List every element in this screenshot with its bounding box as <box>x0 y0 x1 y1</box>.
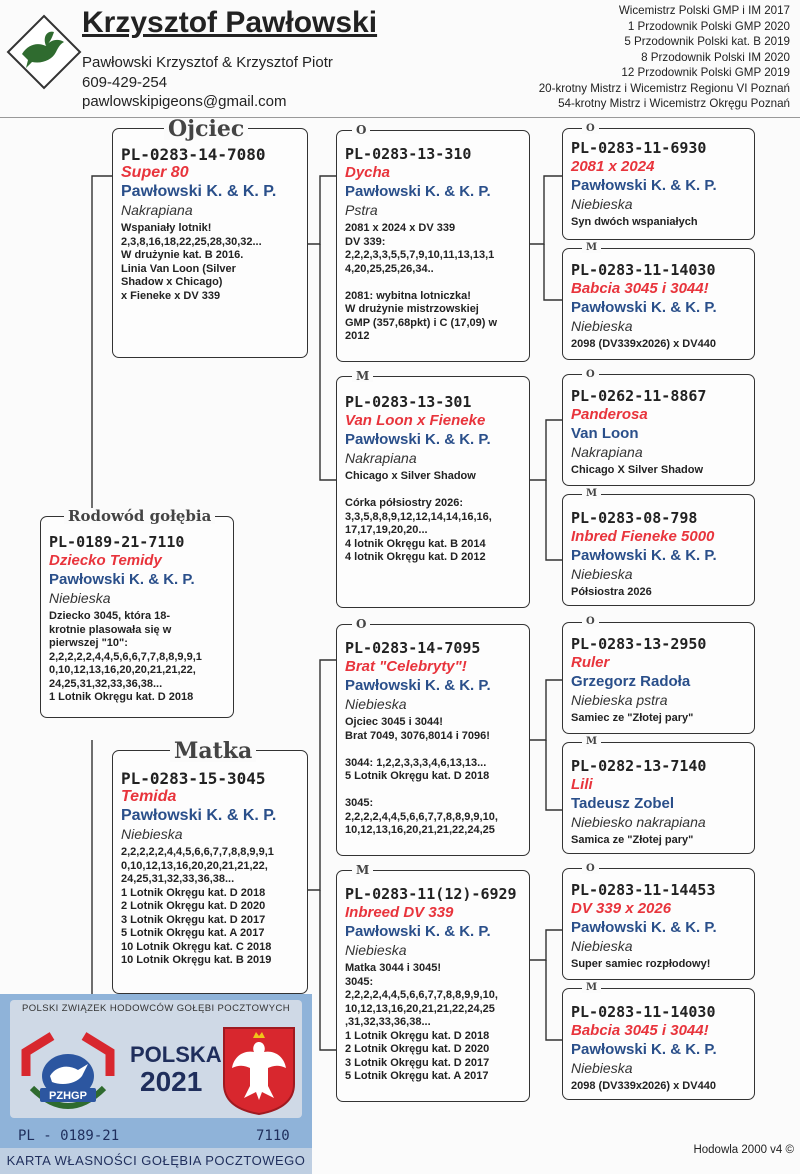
description: Chicago X Silver Shadow <box>571 464 704 476</box>
ring-number: PL-0283-11-6930 <box>571 139 707 157</box>
breeder: Pawłowski K. & K. P. <box>345 677 491 694</box>
card-org: POLSKI ZWIĄZEK HODOWCÓW GOŁĘBI POCZTOWYCH <box>22 1003 290 1014</box>
breeder: Pawłowski K. & K. P. <box>345 183 491 200</box>
m-label: M <box>582 489 601 499</box>
pigeon-color: Nakrapiana <box>571 444 643 460</box>
o-label: O <box>582 617 599 627</box>
description: Półsiostra 2026 <box>571 586 652 598</box>
pigeon-color: Niebieska <box>345 942 407 958</box>
pigeon-color: Nakrapiana <box>121 202 193 218</box>
breeder: Van Loon <box>571 425 639 442</box>
pigeon-color: Niebieska <box>571 566 633 582</box>
pigeon-color: Nakrapiana <box>345 450 417 466</box>
pigeon-color: Niebieska <box>121 826 183 842</box>
great-grandparent-card <box>562 374 755 486</box>
description: 2,2,2,2,2,4,4,5,6,6,7,7,8,8,9,9,1 0,10,12,13,16,20,20,21,21,22, 24,25,31,32,33,36,38... 1 Lotnik Okręgu kat. D 2018 2 Lotnik Okręgu kat. D 2020 3 Lotnik Okręgu kat. D 2017 5 Lotnik Okręgu kat. A 2017 10 Lotnik Okręgu kat. C 2018 10 Lotnik Okręgu kat. B 2019 <box>121 846 274 966</box>
description: Dziecko 3045, która 18- krotnie plasowała się w pierwszej "10": 2,2,2,2,2,4,4,5,6,6,7,7,8,8,9,9,1 0,10,12,13,16,20,20,21,21,22, 24,25,31,32,33,36,38... 1 Lotnik Okręgu kat. D 2018 <box>49 610 202 703</box>
great-grandparent-card <box>562 128 755 240</box>
pigeon-name: Babcia 3045 i 3044! <box>571 280 709 297</box>
pigeon-name: Dycha <box>345 164 391 181</box>
pigeon-color: Niebiesko nakrapiana <box>571 814 706 830</box>
breeder: Pawłowski K. & K. P. <box>571 919 717 936</box>
great-grandparent-card <box>562 742 755 854</box>
pigeon-color: Niebieska <box>49 590 111 606</box>
description: Ojciec 3045 i 3044! Brat 7049, 3076,8014 i 7096! 3044: 1,2,2,3,3,3,4,6,13,13... 5 Lotnik Okręgu kat. D 2018 3045: 2,2,2,2,4,4,5,6,6,7,7,8,8,9,9,10, 10,12,13,16,20,21,21,22,24,25 <box>345 716 498 836</box>
description: Matka 3044 i 3045! 3045: 2,2,2,2,4,4,5,6,6,7,7,8,8,9,9,10, 10,12,13,16,20,21,21,22,24,25 ,31,32,33,36,38... 1 Lotnik Okręgu kat. D 2018 2 Lotnik Okręgu kat. D 2020 3 Lotnik Okręgu kat. D 2017 5 Lotnik Okręgu kat. A 2017 <box>345 962 498 1082</box>
breeder: Pawłowski K. & K. P. <box>345 923 491 940</box>
pigeon-color: Niebieska <box>571 938 633 954</box>
owners-line: Pawłowski Krzysztof & Krzysztof Piotr <box>82 54 333 71</box>
ring-number: PL-0283-11-14453 <box>571 881 716 899</box>
description: 2098 (DV339x2026) x DV440 <box>571 1080 716 1092</box>
ring-number: PL-0283-14-7080 <box>121 145 266 164</box>
card-ring-number: 7110 <box>256 1128 290 1144</box>
polish-eagle-icon <box>220 1024 298 1116</box>
description: 2098 (DV339x2026) x DV440 <box>571 338 716 350</box>
description: Samiec ze "Złotej pary" <box>571 712 694 724</box>
father-label: Ojciec <box>164 118 248 140</box>
pigeon-name: Lili <box>571 776 593 793</box>
pigeon-name: Van Loon x Fieneke <box>345 412 486 429</box>
pigeon-name: Dziecko Temidy <box>49 552 162 569</box>
card-ring-id: PL - 0189-21 <box>18 1128 120 1144</box>
pigeon-color: Niebieska pstra <box>571 692 668 708</box>
great-grandparent-card <box>562 622 755 734</box>
pigeon-color: Niebieska <box>571 1060 633 1076</box>
breeder: Pawłowski K. & K. P. <box>121 807 277 824</box>
breeder: Pawłowski K. & K. P. <box>121 183 277 200</box>
o-label: O <box>582 864 599 874</box>
o-label: O <box>352 124 370 136</box>
breeder: Tadeusz Zobel <box>571 795 675 812</box>
description: Syn dwóch wspaniałych <box>571 216 698 228</box>
great-grandparent-card <box>562 868 755 980</box>
ring-number: PL-0283-08-798 <box>571 509 698 527</box>
o-label: O <box>352 618 370 630</box>
ring-number: PL-0283-14-7095 <box>345 639 481 657</box>
breeder: Pawłowski K. & K. P. <box>571 177 717 194</box>
breeder: Pawłowski K. & K. P. <box>571 1041 717 1058</box>
ring-number: PL-0283-13-301 <box>345 393 472 411</box>
achievement: 54-krotny Mistrz i Wicemistrz Okręgu Poznań <box>558 97 790 110</box>
ring-number: PL-0283-11-14030 <box>571 1003 716 1021</box>
pigeon-name: 2081 x 2024 <box>571 158 655 175</box>
father-card <box>112 128 308 358</box>
subject-card <box>40 516 234 718</box>
maternal-grandfather-card <box>336 624 530 856</box>
ring-number: PL-0283-15-3045 <box>121 769 266 788</box>
card-title: KARTA WŁASNOŚCI GOŁĘBIA POCZTOWEGO <box>0 1148 312 1174</box>
pigeon-name: Brat "Celebryty"! <box>345 658 467 675</box>
mother-label: Matka <box>170 740 256 762</box>
ring-number: PL-0283-11(12)-6929 <box>345 885 517 903</box>
breeder: Pawłowski K. & K. P. <box>571 547 717 564</box>
pigeon-color: Pstra <box>345 202 378 218</box>
paternal-grandfather-card <box>336 130 530 362</box>
achievement: 8 Przodownik Polski IM 2020 <box>641 50 790 64</box>
paternal-grandmother-card <box>336 376 530 608</box>
description: Wspaniały lotnik! 2,3,8,16,18,22,25,28,30,32... W drużynie kat. B 2016. Linia Van Loon (Silver Shadow x Chicago) x Fieneke x DV 339 <box>121 222 262 302</box>
phone-line: 609-429-254 <box>82 74 168 91</box>
great-grandparent-card <box>562 988 755 1100</box>
maternal-grandmother-card <box>336 870 530 1102</box>
footer-credit: Hodowla 2000 v4 © <box>693 1144 794 1156</box>
description: Samica ze "Złotej pary" <box>571 834 694 846</box>
pigeon-name: Panderosa <box>571 406 648 423</box>
o-label: O <box>582 370 599 380</box>
breeder: Pawłowski K. & K. P. <box>571 299 717 316</box>
achievement: Wicemistrz Polski GMP i IM 2017 <box>618 4 790 17</box>
ring-number: PL-0262-11-8867 <box>571 387 707 405</box>
pigeon-name: DV 339 x 2026 <box>571 900 672 917</box>
ownership-card <box>0 994 312 1174</box>
card-country: POLSKA <box>130 1042 222 1067</box>
achievement: 1 Przodownik Polski GMP 2020 <box>627 19 790 33</box>
breeder-name-title: Krzysztof Pawłowski <box>82 6 378 39</box>
card-year: 2021 <box>140 1066 203 1097</box>
achievement: 20-krotny Mistrz i Wicemistrz Regionu VI Poznań <box>538 81 790 95</box>
pigeon-name: Ruler <box>571 654 610 671</box>
badge-text: PZHGP <box>49 1090 87 1102</box>
breeder: Pawłowski K. & K. P. <box>345 431 491 448</box>
achievement: 5 Przodownik Polski kat. B 2019 <box>624 35 790 48</box>
breeder: Pawłowski K. & K. P. <box>49 571 195 588</box>
m-label: M <box>352 864 373 876</box>
description: 2081 x 2024 x DV 339 DV 339: 2,2,2,3,3,5,5,7,9,10,11,13,13,1 4,20,25,25,26,34.. 2081: wybitna lotniczka! W drużynie mistrzowskiej GMP (357,68pkt) i C (17,09) w 2012 <box>345 222 498 342</box>
pigeon-name: Babcia 3045 i 3044! <box>571 1022 709 1039</box>
great-grandparent-card <box>562 494 755 606</box>
ring-number: PL-0282-13-7140 <box>571 757 707 775</box>
ring-number: PL-0283-13-310 <box>345 145 472 163</box>
m-label: M <box>582 983 601 993</box>
pigeon-name: Inbred Fieneke 5000 <box>571 528 715 545</box>
achievement: 12 Przodownik Polski GMP 2019 <box>621 66 790 79</box>
pigeon-name: Inbreed DV 339 <box>345 904 454 921</box>
pigeon-name: Temida <box>121 788 177 805</box>
pigeon-color: Niebieska <box>571 196 633 212</box>
pzhgp-emblem-icon <box>18 1028 118 1116</box>
m-label: M <box>582 243 601 253</box>
ring-number: PL-0283-13-2950 <box>571 635 707 653</box>
ring-number: PL-0189-21-7110 <box>49 533 185 551</box>
pigeon-color: Niebieska <box>571 318 633 334</box>
o-label: O <box>582 124 599 134</box>
pigeon-name: Super 80 <box>121 164 189 181</box>
m-label: M <box>352 370 373 382</box>
ring-number: PL-0283-11-14030 <box>571 261 716 279</box>
mother-card <box>112 750 308 994</box>
breeder: Grzegorz Radoła <box>571 673 691 690</box>
subject-label: Rodowód gołębia <box>64 508 215 524</box>
description: Chicago x Silver Shadow Córka półsiostry 2026: 3,3,5,8,8,9,12,12,14,14,16,16, 17,17,19,20,20... 4 lotnik Okręgu kat. B 2014 4 lotnik Okręgu kat. D 2012 <box>345 470 492 563</box>
great-grandparent-card <box>562 248 755 360</box>
email-line: pawlowskipigeons@gmail.com <box>82 93 287 110</box>
pigeon-color: Niebieska <box>345 696 407 712</box>
m-label: M <box>582 737 601 747</box>
description: Super samiec rozpłodowy! <box>571 958 711 970</box>
